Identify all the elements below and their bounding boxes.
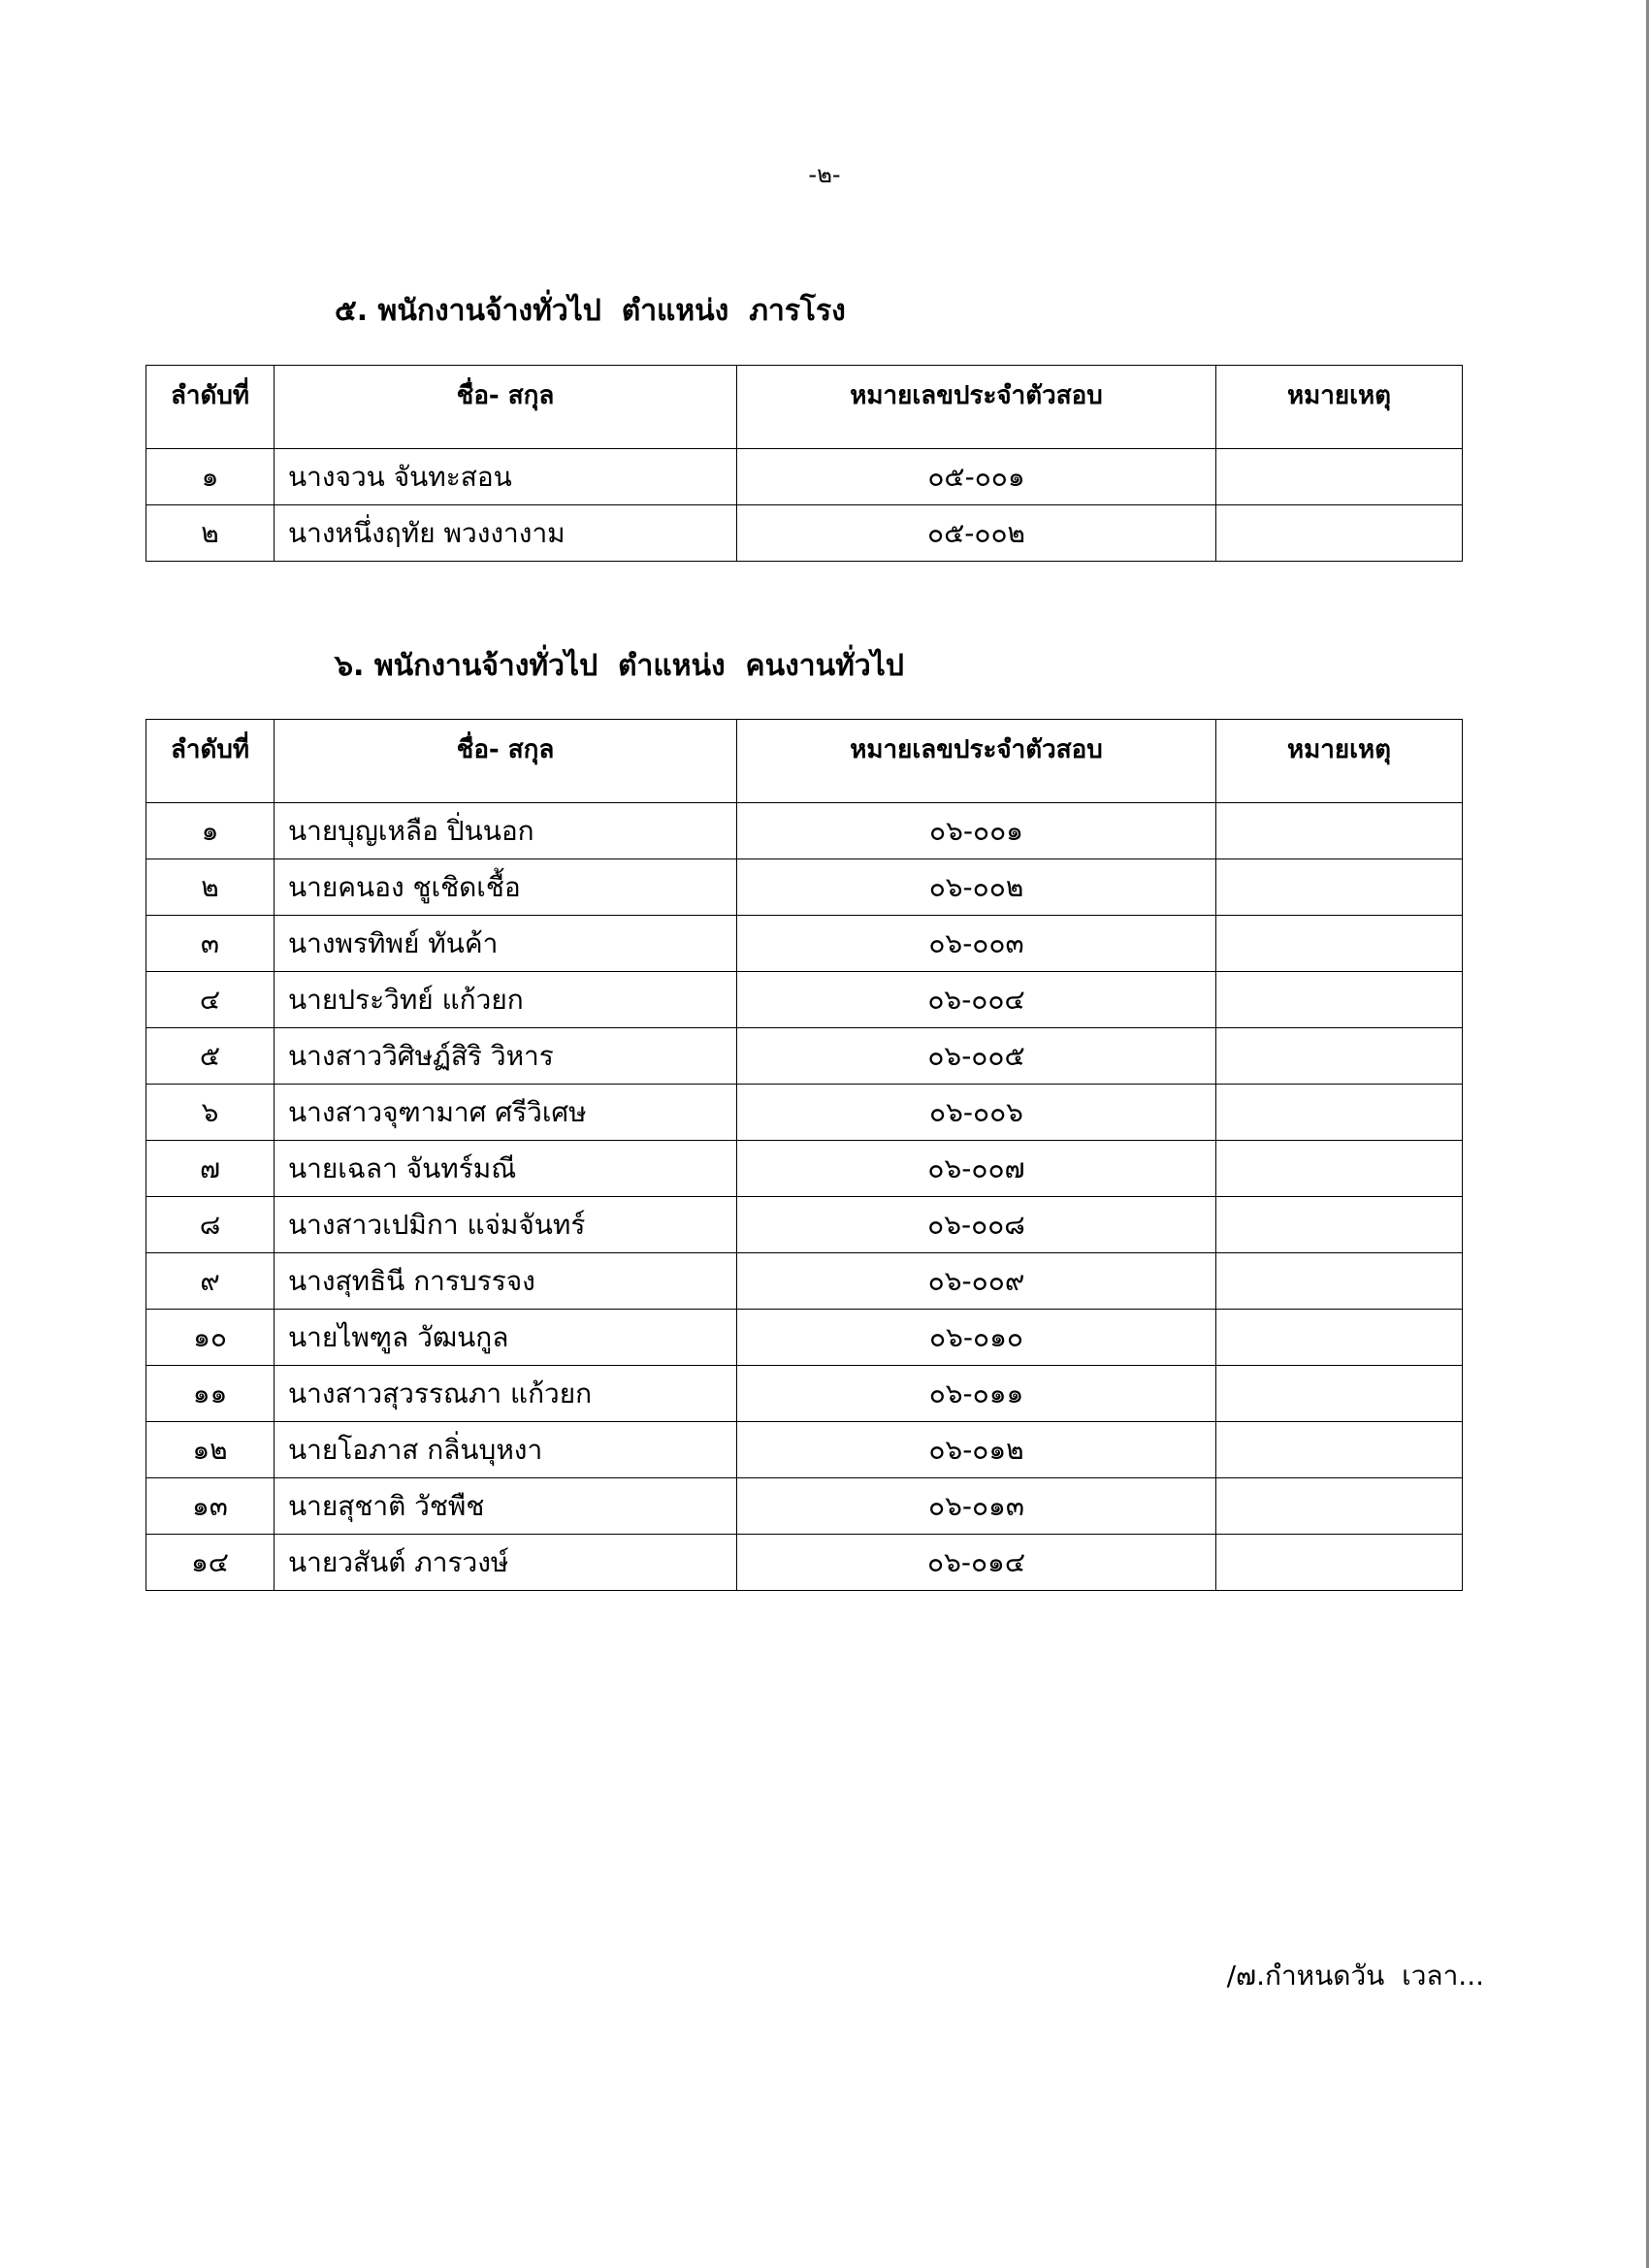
full-name: นางสาวเปมิกา แจ่มจันทร์ (275, 1197, 737, 1253)
row-number: ๑๒ (146, 1422, 275, 1478)
remark (1216, 1253, 1463, 1310)
full-name: นางพรทิพย์ ทันค้า (275, 916, 737, 972)
row-number: ๑ (146, 449, 275, 505)
exam-id: ๐๖-๐๑๒ (737, 1422, 1216, 1478)
remark (1216, 1478, 1463, 1535)
exam-id: ๐๖-๐๐๕ (737, 1028, 1216, 1085)
row-number: ๑๑ (146, 1366, 275, 1422)
table-row (146, 1478, 1463, 1535)
exam-id: ๐๖-๐๑๐ (737, 1310, 1216, 1366)
row-number: ๑ (146, 803, 275, 859)
header-remark: หมายเหตุ (1216, 366, 1463, 449)
exam-id: ๐๖-๐๐๖ (737, 1085, 1216, 1141)
header-exam-id: หมายเลขประจำตัวสอบ (737, 366, 1216, 449)
remark (1216, 1310, 1463, 1366)
full-name: นายบุญเหลือ ปิ่นนอก (275, 803, 737, 859)
table-row (146, 1422, 1463, 1478)
row-number: ๕ (146, 1028, 275, 1085)
header-no: ลำดับที่ (146, 720, 275, 803)
table-row (146, 1028, 1463, 1085)
header-remark: หมายเหตุ (1216, 720, 1463, 803)
table-row (146, 449, 1463, 505)
header-no: ลำดับที่ (146, 366, 275, 449)
section-5-body (146, 449, 1463, 562)
full-name: นางสุทธินี การบรรจง (275, 1253, 737, 1310)
table-row (146, 1253, 1463, 1310)
full-name: นางสาววิศิษฏ์สิริ วิหาร (275, 1028, 737, 1085)
row-number: ๔ (146, 972, 275, 1028)
table-row (146, 803, 1463, 859)
remark (1216, 1535, 1463, 1591)
section-6-body (146, 803, 1463, 1591)
exam-id: ๐๕-๐๐๒ (737, 505, 1216, 562)
full-name: นางจวน จันทะสอน (275, 449, 737, 505)
remark (1216, 1422, 1463, 1478)
row-number: ๓ (146, 916, 275, 972)
full-name: นางสาวสุวรรณภา แก้วยก (275, 1366, 737, 1422)
exam-id: ๐๖-๐๐๑ (737, 803, 1216, 859)
exam-id: ๐๖-๐๑๔ (737, 1535, 1216, 1591)
row-number: ๖ (146, 1085, 275, 1141)
exam-id: ๐๖-๐๐๒ (737, 859, 1216, 916)
exam-id: ๐๖-๐๐๓ (737, 916, 1216, 972)
remark (1216, 1028, 1463, 1085)
section-5-table (146, 365, 1463, 562)
table-row (146, 1141, 1463, 1197)
remark (1216, 505, 1463, 562)
table-row (146, 1197, 1463, 1253)
full-name: นายโอภาส กลิ่นบุหงา (275, 1422, 737, 1478)
full-name: นายประวิทย์ แก้วยก (275, 972, 737, 1028)
exam-id: ๐๖-๐๐๘ (737, 1197, 1216, 1253)
header-name: ชื่อ- สกุล (275, 366, 737, 449)
remark (1216, 803, 1463, 859)
table-row (146, 1085, 1463, 1141)
remark (1216, 916, 1463, 972)
row-number: ๑๔ (146, 1535, 275, 1591)
exam-id: ๐๕-๐๐๑ (737, 449, 1216, 505)
header-name: ชื่อ- สกุล (275, 720, 737, 803)
remark (1216, 1197, 1463, 1253)
remark (1216, 859, 1463, 916)
table-header-row (146, 720, 1463, 803)
remark (1216, 1085, 1463, 1141)
row-number: ๑๓ (146, 1478, 275, 1535)
header-exam-id: หมายเลขประจำตัวสอบ (737, 720, 1216, 803)
table-row (146, 1310, 1463, 1366)
row-number: ๑๐ (146, 1310, 275, 1366)
row-number: ๘ (146, 1197, 275, 1253)
full-name: นายคนอง ชูเชิดเชื้อ (275, 859, 737, 916)
full-name: นายเฉลา จันทร์มณี (275, 1141, 737, 1197)
table-row (146, 916, 1463, 972)
table-row (146, 972, 1463, 1028)
section-6-table (146, 719, 1463, 1591)
remark (1216, 1366, 1463, 1422)
exam-id: ๐๖-๐๑๑ (737, 1366, 1216, 1422)
exam-id: ๐๖-๐๑๓ (737, 1478, 1216, 1535)
row-number: ๗ (146, 1141, 275, 1197)
section-6-title: ๖. พนักงานจ้างทั่วไป ตำแหน่ง คนงานทั่วไป (335, 649, 904, 683)
remark (1216, 1141, 1463, 1197)
row-number: ๙ (146, 1253, 275, 1310)
table-row (146, 1366, 1463, 1422)
exam-id: ๐๖-๐๐๔ (737, 972, 1216, 1028)
row-number: ๒ (146, 859, 275, 916)
full-name: นายสุชาติ วัชพืช (275, 1478, 737, 1535)
remark (1216, 449, 1463, 505)
table-header-row (146, 366, 1463, 449)
table-row (146, 859, 1463, 916)
row-number: ๒ (146, 505, 275, 562)
page-number: -๒- (808, 161, 841, 188)
full-name: นายวสันต์ ภารวงษ์ (275, 1535, 737, 1591)
full-name: นายไพฑูล วัฒนกูล (275, 1310, 737, 1366)
exam-id: ๐๖-๐๐๗ (737, 1141, 1216, 1197)
remark (1216, 972, 1463, 1028)
full-name: นางหนึ่งฤทัย พวงงางาม (275, 505, 737, 562)
table-row (146, 505, 1463, 562)
full-name: นางสาวจุฑามาศ ศรีวิเศษ (275, 1085, 737, 1141)
exam-id: ๐๖-๐๐๙ (737, 1253, 1216, 1310)
section-5-title: ๕. พนักงานจ้างทั่วไป ตำแหน่ง ภารโรง (335, 294, 846, 328)
table-row (146, 1535, 1463, 1591)
continuation-note: /๗.กำหนดวัน เวลา... (1226, 1960, 1484, 1992)
